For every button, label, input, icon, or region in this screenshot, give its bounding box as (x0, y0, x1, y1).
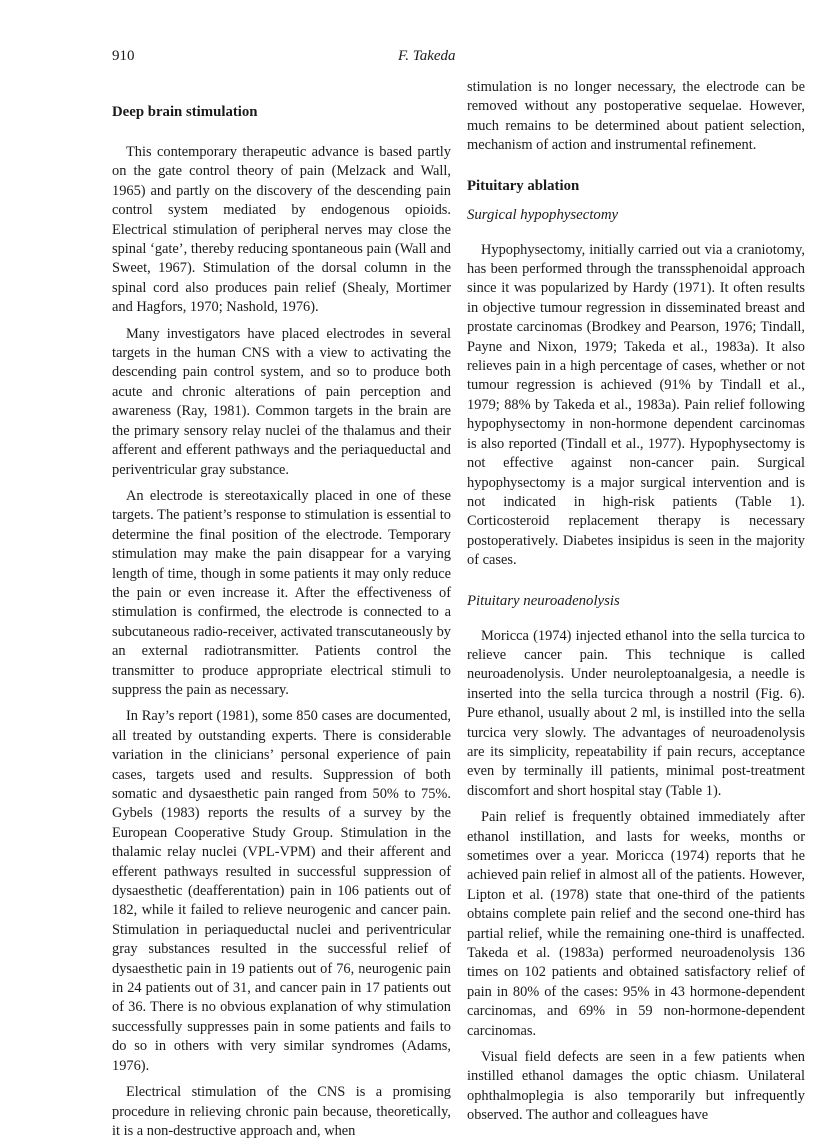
paragraph: Many investigators have placed electrodes in several targets in the human CNS with a view to activating the descending pain control system, and so to produce both acute and chronic alterations of pain perception and awareness (Ray, 1981). Common targets in the brain are the primary sensory relay nuclei of the thalamus and their afferent and efferent pathways and the periaqueductal and periventricular gray substance. (112, 325, 451, 478)
running-head: F. Takeda (398, 48, 456, 64)
left-column (112, 103, 451, 1141)
subsection-heading-surgical-hypophysectomy: Surgical hypophysectomy (467, 206, 619, 223)
page-number: 910 (112, 48, 135, 64)
paragraph: In Ray’s report (1981), some 850 cases are documented, all treated by outstanding experts. There is considerable variation in the clinicians’ personal experience of pain cases, targets used and results. Suppression of both somatic and dysaesthetic pain ranged from 50% to 75%. Gybels (1983) reports the results of a survey by the European Cooperative Study Group. Stimulation in the thalamic relay nuclei (VPL-VPM) and their afferent and efferent pathways resulted in successful suppression of dysaesthetic (deafferentation) pain in 106 patients out of 182, while it failed to relieve neurogenic and cancer pain. Stimulation in periaqueductal nuclei and periventricular gray substances resulted in the successful relief of dysaesthetic pain in 19 patients out of 76, neurogenic pain in 24 patients out of 31, and cancer pain in 17 patients out of 36. There is no obvious explanation of why stimulation successfully suppresses pain in some patients and fails to do so in others with very similar syndromes (Adams, 1976). (112, 708, 451, 1074)
section-heading-pituitary-ablation: Pituitary ablation (467, 177, 580, 194)
paragraph: Hypophysectomy, initially carried out via a craniotomy, has been performed through the transsphenoidal approach since it was popularized by Hardy (1971). It often results in objective tumour regression in disseminated breast and prostate carcinomas (Brodkey and Pearson, 1976; Tindall, Payne and Nixon, 1979; Takeda et al., 1983a). It also relieves pain in a high percentage of cases, whether or not tumour regression is achieved (91% by Tindall et al., 1979; 88% by Takeda et al., 1983a). Pain relief following hypophysectomy in non-hormone dependent carcinomas is also reported (Tindall et al., 1977). Hypophysectomy is not effective against non-cancer pain. Surgical hypophysectomy is a major surgical intervention and is not indicated in high-risk patients (Table 1). Corticosteroid replacement therapy is necessary postoperatively. Diabetes insipidus is seen in the majority of cases. (467, 241, 805, 569)
paragraph: Visual field defects are seen in a few patients when instilled ethanol damages the optic chiasm. Unilateral ophthalmoplegia is also temporarily but infrequently observed. The author and colleagues have (467, 1049, 805, 1124)
section-heading-deep-brain-stimulation: Deep brain stimulation (112, 104, 258, 120)
paragraph: Electrical stimulation of the CNS is a promising procedure in relieving chronic pain because, theoretically, it is a non-destructive approach and, when (112, 1084, 451, 1139)
paragraph: This contemporary therapeutic advance is based partly on the gate control theory of pain (Melzack and Wall, 1965) and partly on the discovery of the descending pain control system mediated by endogenous opioids. Electrical stimulation of peripheral nerves may close the spinal ‘gate’, thereby reducing spontaneous pain (Wall and Sweet, 1967). Stimulation of the dorsal column in the spinal cord also produces pain relief (Shealy, Mortimer and Hagfors, 1970; Nashold, 1976). (112, 144, 451, 316)
paragraph: An electrode is stereotaxically placed in one of these targets. The patient’s response to stimulation is essential to determine the final position of the electrode. Temporary stimulation may make the pain disappear for a varying length of time, though in some patients it may only reduce the pain or even increase it. After the effectiveness of stimulation is confirmed, the electrode is connected to a subcutaneous radio-receiver, activated transcutaneously by an external radiotransmitter. Patients control the transmitter to produce appropriate electrical stimuli to suppress the pain as necessary. (112, 487, 451, 698)
page-header (112, 48, 712, 68)
right-column (467, 78, 805, 1126)
paragraph-continued: stimulation is no longer necessary, the electrode can be removed without any postoperative sequelae. However, much remains to be determined about patient selection, mechanism of action and instrumental refinement. (467, 79, 805, 154)
paragraph: Moricca (1974) injected ethanol into the sella turcica to relieve cancer pain. This technique is called neuroadenolysis. Under neuroleptoanalgesia, a needle is inserted into the sella turcica through a nostril (Fig. 6). Pure ethanol, usually about 2 ml, is instilled into the sella turcica very slowly. The advantages of neuroadenolysis are its simplicity, repeatability if pain recurs, acceptance even by terminally ill patients, minimal post-treatment discomfort and short hospital stay (Table 1). (467, 627, 805, 799)
paragraph: Pain relief is frequently obtained immediately after ethanol instillation, and lasts for weeks, months or sometimes over a year. Moricca (1974) reports that he achieved pain relief in almost all of the patients. However, Lipton et al. (1978) state that one-third of the patients obtains complete pain relief and the second one-third has partial relief, while the remaining one-third is unaffected. Takeda et al. (1983a) performed neuroadenolysis 136 times on 102 patients and obtained satisfactory relief of pain in 80% of the cases: 95% in 43 hormone-dependent carcinomas, and 69% in 59 non-hormone-dependent carcinomas. (467, 809, 805, 1039)
subsection-heading-pituitary-neuroadenolysis: Pituitary neuroadenolysis (467, 592, 620, 609)
